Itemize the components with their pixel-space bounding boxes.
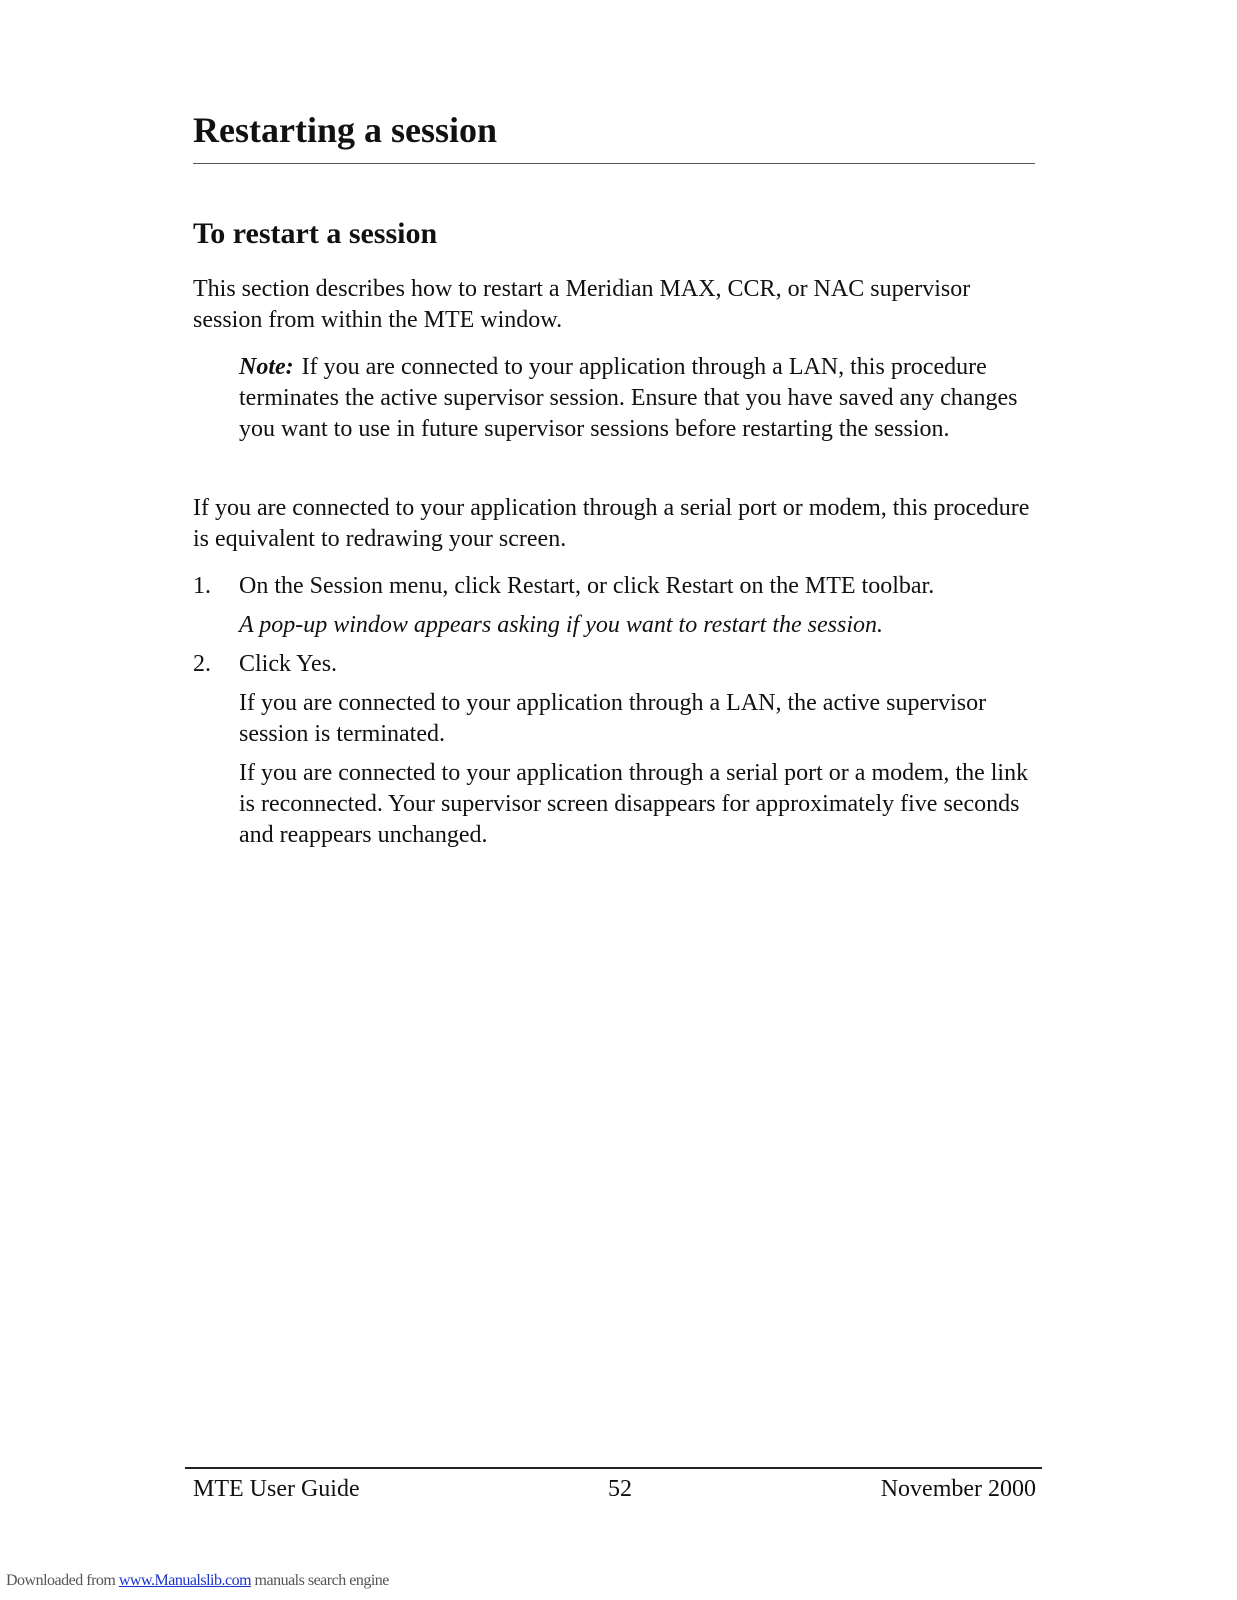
footer-page-number: 52 xyxy=(608,1476,632,1502)
footer-divider xyxy=(185,1467,1042,1469)
step-1-result: A pop-up window appears asking if you want to restart the session. xyxy=(239,612,884,638)
intro-paragraph: This section describes how to restart a Meridian MAX, CCR, or NAC supervisor session from within the MTE window. xyxy=(193,276,971,333)
note-text: If you are connected to your application through a LAN, this procedure terminates the active supervisor session. Ensure that you have saved any changes you want to use in future supervisor sessions before restarting the session. xyxy=(239,354,1018,442)
section-heading: To restart a session xyxy=(193,217,438,250)
title-divider xyxy=(193,163,1035,164)
step-2-lan-result: If you are connected to your application through a LAN, the active supervisor session is terminated. xyxy=(239,690,987,747)
footer-document-title: MTE User Guide xyxy=(193,1476,360,1502)
serial-paragraph: If you are connected to your application through a serial port or modem, this procedure is equivalent to redrawing your screen. xyxy=(193,495,1030,552)
step-2-text: Click Yes. xyxy=(239,651,338,677)
note-label: Note: xyxy=(239,354,294,380)
step-1-number: 1. xyxy=(193,573,211,599)
watermark-link[interactable]: www.Manualslib.com xyxy=(118,1572,252,1589)
step-2-number: 2. xyxy=(193,651,211,677)
footer-date: November 2000 xyxy=(880,1476,1036,1502)
watermark-suffix: manuals search engine xyxy=(251,1572,389,1589)
note-paragraph xyxy=(239,352,1039,445)
page-title: Restarting a session xyxy=(193,110,497,150)
watermark-prefix: Downloaded from xyxy=(6,1572,119,1589)
download-watermark xyxy=(6,1571,389,1591)
step-2-serial-result: If you are connected to your application through a serial port or a modem, the link is reconnected. Your supervisor screen disappears for approximately five seconds and reappears unchanged. xyxy=(239,760,1029,848)
step-1-text: On the Session menu, click Restart, or click Restart on the MTE toolbar. xyxy=(239,573,935,599)
